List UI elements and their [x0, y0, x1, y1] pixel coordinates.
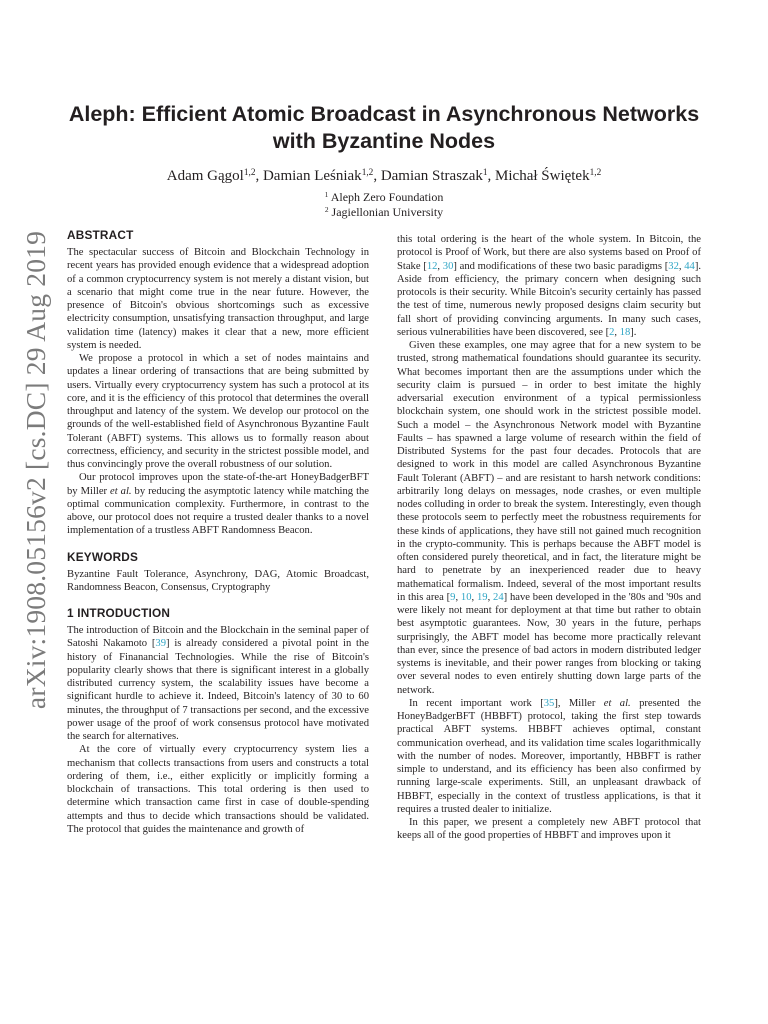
citation-link[interactable]: 32 [668, 260, 679, 272]
paper-title-line-1: Aleph: Efficient Atomic Broadcast in Asynchronous Networks [68, 102, 700, 126]
affiliation [60, 205, 708, 219]
introduction-heading: 1 INTRODUCTION [67, 606, 171, 620]
abstract-paragraph: The spectacular success of Bitcoin and Blockchain Technology in recent years has provided enough evidence that a widespread adoption of a common cryptocurrency system is not merely a distant vision, but a scenario that might come true in the near future. However, the presence of Bitcoin's obvious shortcomings such as excessive electricity consumption, unsatisfying transaction throughput, and large validation time (latency) makes it clear that a new, more efficient system is needed. [67, 247, 369, 351]
citation-link[interactable]: 35 [543, 697, 555, 709]
left-column [67, 228, 369, 836]
author-name: Adam Gągol [166, 168, 244, 184]
right-column [397, 233, 701, 843]
affiliation-name: Aleph Zero Foundation [330, 190, 444, 204]
author-list: Adam Gągol$^{1,2}$, Damian Leśniak$^{1,2}$, Damian Straszak$^1$, Michał Świętek$^{1,2}$ [166, 167, 602, 184]
body-paragraph: this total ordering is the heart of the whole system. In Bitcoin, the protocol is Proof of Work, but there are also systems based on Proof of Stake [12, 30] and modifications of these two basic paradigms [32, 44]. Aside from efficiency, the primary concern when designing such protocols is their security. While Bitcoin's security certainly has passed the test of time, numerous newly proposed designs claim security but fall short of providing convincing arguments. In many such cases, serious vulnerabilities have been discovered, see [2, 18]. [397, 234, 702, 338]
paper-title-line-2: with Byzantine Nodes [272, 129, 496, 153]
abstract-paragraph: Our protocol improves upon the state-of-the-art HoneyBadgerBFT by Miller et al. by reducing the asymptotic latency while matching the optimal communication complexity. Furthermore, in contrast to the above, our protocol does not require a trusted dealer thanks to a novel implementation of a trustless ABFT Randomness Beacon. [67, 472, 370, 537]
citation-link[interactable]: 18 [619, 326, 631, 338]
body-paragraph: In this paper, we present a completely new ABFT protocol that keeps all of the good properties of HBBFT and improves upon it [397, 817, 701, 842]
introduction-paragraph: At the core of virtually every cryptocurrency system lies a mechanism that collects transactions from users and constructs a total ordering of them, i.e., either explicitly or implicitly forming a blockchain of transactions. This total ordering is then used to determine which transaction came first in case of double-spending attempts and thus to decide which transactions should be validated. The protocol that guides the maintenance and growth of [67, 744, 369, 835]
citation-link[interactable]: 30 [442, 260, 454, 272]
body-paragraph: Given these examples, one may agree that for a new system to be trusted, strong mathematical foundations should guarantee its security. What becomes important then are the assumptions under which the security claim is pursued – in order to best imitate the highly adversarial execution environment of a typical permissionless blockchain system, one should work in the strictest possible model. Such a model – the Asynchronous Network model with Byzantine Faults – has spawned a large volume of research within the field of Distributed Systems for the past four decades. Protocols that are designed to work in this model are called Asynchronous Byzantine Fault Tolerant (ABFT) – and are resistant to harsh network conditions: arbitrarily long delays on messages, node crashes, or even multiple nodes colluding in order to break the system. Interestingly, even though these protocols seem to perfectly meet the robustness requirements for these kinds of applications, they have still not gained much recognition in the crypto-community. This is perhaps because the ABFT model is often considered purely theoretical, and in fact, the literature might be hard to penetrate by an inexperienced reader due to heavy mathematical formalism. Indeed, several of the most important results in this area [9, 10, 19, 24] have been developed in the '80s and '90s and were likely not meant for deployment at that time but rather to obtain best asymptotic guarantees. Now, 30 years in the future, perhaps surprisingly, the ABFT model has become more practically relevant than ever, since the presence of bad actors in modern distributed ledger systems is inevitable, and their power ranges from blocking or taking over several nodes to even entirely shutting down large parts of the network. [397, 340, 702, 696]
author-affiliation-mark: 1 [482, 167, 488, 178]
keywords-heading: KEYWORDS [67, 549, 139, 564]
affiliation-name: Jagiellonian University [331, 205, 444, 219]
citation-link[interactable]: 2 [609, 326, 615, 338]
author-affiliation-mark: 1,2 [589, 167, 602, 178]
author-name: Michał Świętek [495, 168, 590, 184]
keywords-text: Byzantine Fault Tolerance, Asynchrony, DAG, Atomic Broadcast, Randomness Beacon, Consensus, Cryptography [67, 568, 369, 593]
citation-link[interactable]: 9 [450, 591, 456, 603]
affiliation [60, 190, 708, 204]
abstract-heading: ABSTRACT [67, 228, 134, 242]
arxiv-identifier-text: arXiv:1908.05156v2 [cs.DC] 29 Aug 2019 [20, 230, 51, 710]
citation-link[interactable]: 39 [155, 638, 167, 650]
author-affiliation-mark: 1,2 [361, 167, 374, 178]
citation-link[interactable]: 19 [476, 591, 488, 603]
abstract-paragraph: We propose a protocol in which a set of nodes maintains and updates a linear ordering of transactions that are being submitted by users. Virtually every cryptocurrency system has such a protocol at its core, and it is the efficiency of this protocol that determines the overall throughput and latency of the system. We develop our protocol on the grounds of the well-established field of Asynchronous Byzantine Fault Tolerant (ABFT) systems. This allows us to formally reason about correctness, efficiency, and security in the strictest possible model, and thus convincingly prove the overall robustness of our solution. [67, 353, 369, 470]
citation-link[interactable]: 10 [460, 591, 472, 603]
paper-title [60, 101, 708, 155]
affiliation-mark: 2 [324, 204, 329, 214]
author-affiliation-mark: 1,2 [243, 167, 256, 178]
author-name: Damian Straszak [380, 168, 483, 184]
affiliation-mark: 1 [324, 189, 329, 199]
citation-link[interactable]: 12 [426, 260, 438, 272]
citation-link[interactable]: 44 [684, 260, 695, 272]
author-name: Damian Leśniak [262, 168, 362, 184]
emphasis: et al. [603, 697, 631, 709]
introduction-paragraph: The introduction of Bitcoin and the Blockchain in the seminal paper of Satoshi Nakamoto [39] is already considered a pivotal point in the history of Finanancial Technologies. While the rise of Bitcoin's popularity clearly shows that there is significant interest in a globally distributed currency system, the scalability issues have become a significant hurdle to achieve it. Indeed, Bitcoin's latency of 30 to 60 minutes, the throughput of 7 transactions per second, and the excessive power usage of the proof of work consensus protocol have motivated the search for alternatives. [67, 625, 369, 742]
emphasis: et al. [110, 485, 132, 497]
body-paragraph: In recent important work [35], Miller et al. presented the HoneyBadgerBFT (HBBFT) protocol, taking the first step towards practical ABFT systems. HBBFT achieves optimal, constant communication overhead, and its validation time scales logarithmically with the number of nodes. Moreover, importantly, HBBFT is rather simple to understand, and its efficiency has been also confirmed by running large-scale experiments. Still, an unpleasant drawback of HBBFT, especially in the context of trustless applications, is that it requires a trusted dealer to initialize. [397, 697, 701, 815]
arxiv-identifier-stamp [10, 230, 62, 710]
citation-link[interactable]: 24 [493, 591, 504, 603]
